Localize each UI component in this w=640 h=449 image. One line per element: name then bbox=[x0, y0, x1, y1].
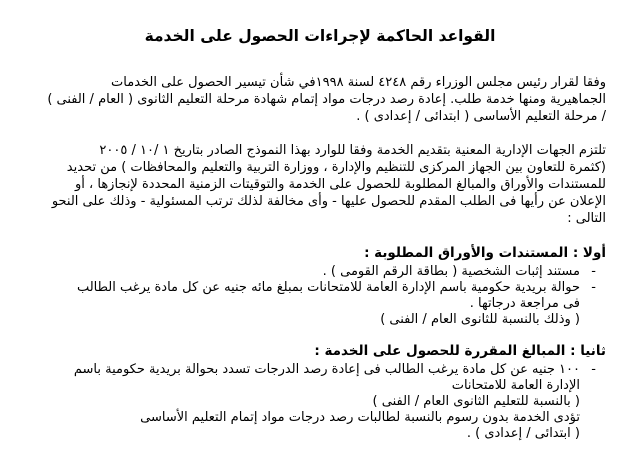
closing-line: تؤدى الخدمة بدون رسوم بالنسبة لطالبات رصد درجات مواد إتمام التعليم الأساسى bbox=[140, 410, 580, 425]
documents-list bbox=[34, 264, 606, 312]
commitment-line: (كثمرة للتعاون بين الجهاز المركزى للتنظيم والإدارة ، ووزارة التربية والتعليم والمحافظات ) من تحديد bbox=[66, 160, 606, 175]
intro-line: الجماهيرية ومنها خدمة طلب. إعادة رصد درجات مواد إتمام شهادة مرحلة التعليم الثانوى ( العام / الفنى ) bbox=[47, 92, 606, 107]
commitment-paragraph bbox=[34, 142, 606, 227]
commitment-line: للمستندات والأوراق والمبالغ المطلوبة للحصول على الخدمة والتوقيتات الزمنية المحددة لإنجازها ، أو bbox=[75, 177, 606, 192]
section-fees-note: ( بالنسبة للتعليم الثانوى العام / الفنى ) bbox=[372, 394, 580, 409]
section-documents-note: ( وذلك بالنسبة للثانوى العام / الفنى ) bbox=[380, 312, 580, 327]
commitment-line: التالى : bbox=[567, 211, 606, 226]
intro-line: / مرحلة التعليم الأساسى ( ابتدائى / إعدادى ) . bbox=[356, 109, 606, 124]
section-fees-heading: ثانيا : المبالغ المقررة للحصول على الخدمة : bbox=[314, 343, 606, 359]
list-item bbox=[34, 264, 596, 280]
commitment-line: الإعلان عن رأيها فى الطلب المقدم للحصول عليها - وأى مخالفة لذلك ترتب المسئولية - وذلك على النحو bbox=[51, 194, 606, 209]
section-documents-heading: أولا : المستندات والأوراق المطلوبة : bbox=[364, 245, 606, 261]
list-item-line: - مستند إثبات الشخصية ( بطاقة الرقم القومى ) . bbox=[322, 264, 580, 279]
section-fees bbox=[34, 342, 606, 442]
section-documents bbox=[34, 244, 606, 328]
document-title: القواعد الحاكمة لإجراءات الحصول على الخدمة bbox=[144, 27, 496, 45]
list-item bbox=[34, 362, 596, 394]
list-item bbox=[34, 280, 596, 312]
closing-line: ( ابتدائى / إعدادى ) . bbox=[466, 426, 580, 441]
list-item-line: فى مراجعة درجاتها . bbox=[469, 296, 580, 311]
intro-line: وفقا لقرار رئيس مجلس الوزراء رقم ٤٢٤٨ لسنة ١٩٩٨في شأن تيسير الحصول على الخدمات bbox=[111, 75, 606, 90]
list-item-line: - حوالة بريدية حكومية باسم الإدارة العامة للامتحانات بمبلغ مائه جنيه عن كل مادة يرغب الطالب bbox=[76, 280, 580, 295]
intro-paragraph bbox=[34, 74, 606, 125]
fees-list bbox=[34, 362, 606, 394]
commitment-line: تلتزم الجهات الإدارية المعنية بتقديم الخدمة وفقا للوارد بهذا النموذج الصادر بتاريخ ١ /١٠ / ٢٠٠٥ bbox=[99, 143, 606, 158]
list-item-line: - ١٠٠ جنيه عن كل مادة يرغب الطالب فى إعادة رصد الدرجات تسدد بحوالة بريدية حكومية باسم bbox=[73, 362, 580, 377]
list-item-line: الإدارة العامة للامتحانات bbox=[451, 378, 580, 393]
